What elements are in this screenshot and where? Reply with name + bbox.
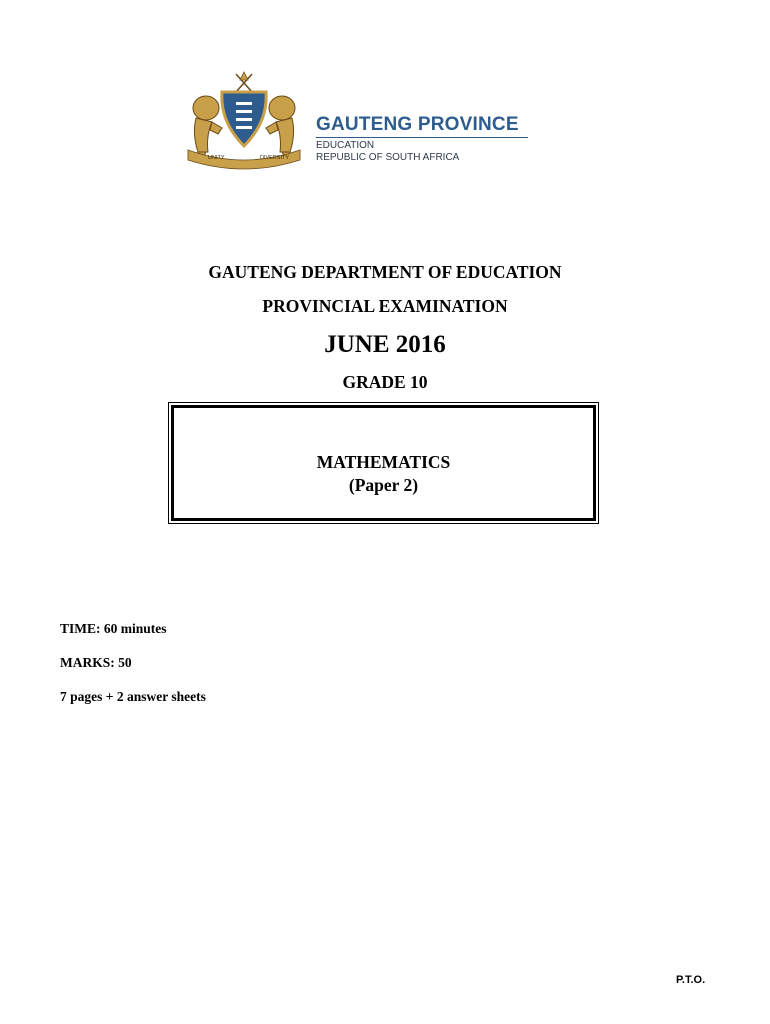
department-title: GAUTENG DEPARTMENT OF EDUCATION — [208, 262, 562, 282]
logo-text — [316, 114, 528, 164]
subject-box — [171, 405, 596, 521]
pto-label: P.T.O. — [676, 974, 706, 986]
logo-divider — [316, 137, 528, 138]
crest-motto-left: UNITY — [208, 155, 225, 161]
gauteng-logo — [178, 70, 548, 180]
left-lion-icon — [193, 96, 222, 160]
exam-time: TIME: 60 minutes — [60, 621, 167, 636]
logo-country: REPUBLIC OF SOUTH AFRICA — [316, 152, 460, 163]
grade-label: GRADE 10 — [342, 372, 428, 392]
page-count: 7 pages + 2 answer sheets — [60, 689, 206, 704]
coat-of-arms-icon — [178, 70, 308, 170]
logo-province: GAUTENG PROVINCE — [316, 114, 519, 135]
subject-title: MATHEMATICS — [316, 452, 451, 472]
crest-motto-right: DIVERSITY — [260, 155, 290, 161]
exam-marks: MARKS: 50 — [60, 655, 132, 670]
paper-number: (Paper 2) — [348, 475, 419, 495]
exam-type: PROVINCIAL EXAMINATION — [262, 296, 508, 316]
exam-session: JUNE 2016 — [324, 331, 446, 358]
logo-department: EDUCATION — [316, 140, 375, 151]
right-lion-icon — [266, 96, 295, 160]
